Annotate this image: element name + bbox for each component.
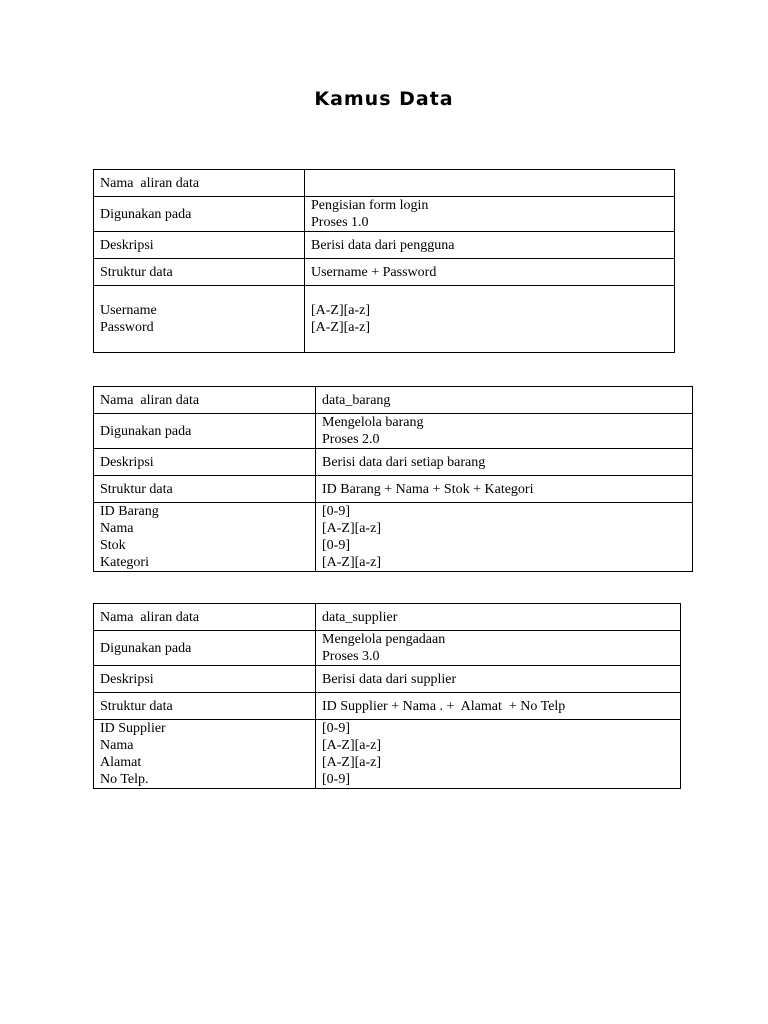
value-struktur-data: ID Barang + Nama + Stok + Kategori	[316, 476, 693, 503]
field-name: ID Barang	[100, 504, 159, 519]
label-nama-aliran-data: Nama aliran data	[94, 387, 316, 414]
data-dictionary-table-login	[93, 169, 675, 353]
field-name: Username	[100, 303, 157, 318]
row-struktur-data	[94, 476, 693, 503]
field-names	[94, 286, 305, 353]
row-struktur-data	[94, 693, 681, 720]
label-digunakan-pada: Digunakan pada	[94, 631, 316, 666]
value-digunakan-pada	[316, 631, 681, 666]
label-digunakan-pada: Digunakan pada	[94, 414, 316, 449]
field-type: [0-9]	[322, 772, 350, 787]
value-deskripsi: Berisi data dari pengguna	[305, 232, 675, 259]
value-nama-aliran-data: data_barang	[316, 387, 693, 414]
digunakan-line-1: Mengelola pengadaan	[322, 632, 446, 647]
digunakan-line-1: Mengelola barang	[322, 415, 424, 430]
row-deskripsi	[94, 232, 675, 259]
row-nama-aliran-data	[94, 387, 693, 414]
field-name: Nama	[100, 738, 134, 753]
digunakan-line-2: Proses 1.0	[311, 215, 369, 230]
value-digunakan-pada	[305, 197, 675, 232]
row-nama-aliran-data	[94, 170, 675, 197]
field-type: [A-Z][a-z]	[322, 555, 382, 570]
field-name: Nama	[100, 521, 134, 536]
field-types	[305, 286, 675, 353]
row-field-detail	[94, 720, 681, 789]
field-types	[316, 720, 681, 789]
label-nama-aliran-data: Nama aliran data	[94, 604, 316, 631]
row-struktur-data	[94, 259, 675, 286]
digunakan-line-1: Pengisian form login	[311, 198, 429, 213]
field-type: [A-Z][a-z]	[311, 303, 371, 318]
label-struktur-data: Struktur data	[94, 259, 305, 286]
row-field-detail	[94, 503, 693, 572]
row-digunakan-pada	[94, 414, 693, 449]
field-name: Password	[100, 320, 154, 335]
field-type: [A-Z][a-z]	[322, 521, 382, 536]
field-type: [A-Z][a-z]	[311, 320, 371, 335]
field-name: No Telp.	[100, 772, 149, 787]
field-names	[94, 720, 316, 789]
digunakan-line-2: Proses 3.0	[322, 649, 380, 664]
label-deskripsi: Deskripsi	[94, 449, 316, 476]
value-deskripsi: Berisi data dari supplier	[316, 666, 681, 693]
page-title: Kamus Data	[314, 88, 454, 110]
label-digunakan-pada: Digunakan pada	[94, 197, 305, 232]
row-field-detail	[94, 286, 675, 353]
digunakan-line-2: Proses 2.0	[322, 432, 380, 447]
row-digunakan-pada	[94, 631, 681, 666]
row-nama-aliran-data	[94, 604, 681, 631]
field-name: Stok	[100, 538, 126, 553]
label-struktur-data: Struktur data	[94, 693, 316, 720]
value-deskripsi: Berisi data dari setiap barang	[316, 449, 693, 476]
field-name: ID Supplier	[100, 721, 166, 736]
field-name: Alamat	[100, 755, 142, 770]
field-names	[94, 503, 316, 572]
field-type: [0-9]	[322, 538, 350, 553]
data-dictionary-table-supplier	[93, 603, 681, 789]
field-types	[316, 503, 693, 572]
label-deskripsi: Deskripsi	[94, 666, 316, 693]
field-type: [0-9]	[322, 504, 350, 519]
label-nama-aliran-data: Nama aliran data	[94, 170, 305, 197]
value-nama-aliran-data: data_supplier	[316, 604, 681, 631]
row-deskripsi	[94, 449, 693, 476]
field-name: Kategori	[100, 555, 149, 570]
field-type: [0-9]	[322, 721, 350, 736]
field-type: [A-Z][a-z]	[322, 755, 382, 770]
value-struktur-data: ID Supplier + Nama . + Alamat + No Telp	[316, 693, 681, 720]
value-nama-aliran-data	[305, 170, 675, 197]
row-digunakan-pada	[94, 197, 675, 232]
label-struktur-data: Struktur data	[94, 476, 316, 503]
field-type: [A-Z][a-z]	[322, 738, 382, 753]
data-dictionary-table-barang	[93, 386, 693, 572]
value-digunakan-pada	[316, 414, 693, 449]
row-deskripsi	[94, 666, 681, 693]
value-struktur-data: Username + Password	[305, 259, 675, 286]
label-deskripsi: Deskripsi	[94, 232, 305, 259]
